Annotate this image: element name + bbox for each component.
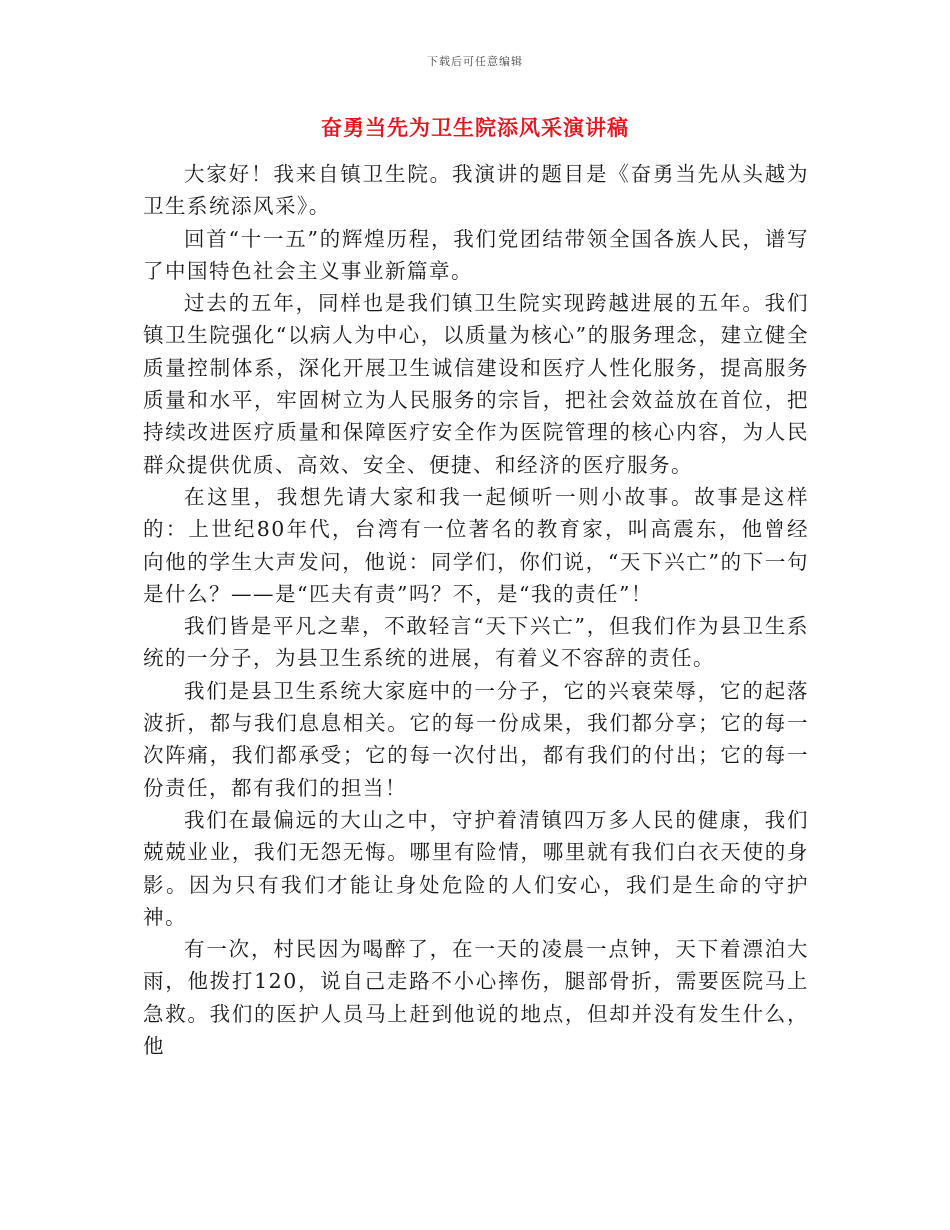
header-note: 下载后可任意编辑 — [427, 55, 523, 68]
paragraph-responsibility: 我们皆是平凡之辈，不敢轻言“天下兴亡”，但我们作为县卫生系统的一分子，为县卫生系统的进展，有着义不容辞的责任。 — [143, 614, 809, 671]
paragraph-greeting: 大家好！我来自镇卫生院。我演讲的题目是《奋勇当先从头越为卫生系统添风采》。 — [143, 162, 809, 219]
document-title: 奋勇当先为卫生院添风采演讲稿 — [321, 116, 629, 140]
document-body — [143, 158, 809, 1062]
paragraph-five-years: 过去的五年，同样也是我们镇卫生院实现跨越进展的五年。我们镇卫生院强化“以病人为中心，以质量为核心”的服务理念，建立健全质量控制体系，深化开展卫生诚信建设和医疗人性化服务，提高服务质量和水平，牢固树立为人民服务的宗旨，把社会效益放在首位，把持续改进医疗质量和保障医疗安全作为医院管理的核心内容，为人民群众提供优质、高效、安全、便捷、和经济的医疗服务。 — [143, 291, 809, 477]
paragraph-story: 在这里，我想先请大家和我一起倾听一则小故事。故事是这样的：上世纪80年代，台湾有一位著名的教育家，叫高震东，他曾经向他的学生大声发问，他说：同学们，你们说，“天下兴亡”的下一句是什么？——是“匹夫有责”吗？不，是“我的责任”！ — [143, 484, 809, 606]
paragraph-mountains: 我们在最偏远的大山之中，守护着清镇四万多人民的健康，我们兢兢业业，我们无怨无悔。哪里有险情，哪里就有我们白衣天使的身影。因为只有我们才能让身处危险的人们安心，我们是生命的守护神。 — [143, 807, 809, 929]
paragraph-family: 我们是县卫生系统大家庭中的一分子，它的兴衰荣辱，它的起落波折，都与我们息息相关。它的每一份成果，我们都分享；它的每一次阵痛，我们都承受；它的每一次付出，都有我们的付出；它的每一份责任，都有我们的担当！ — [143, 678, 809, 800]
paragraph-review: 回首“十一五”的辉煌历程，我们党团结带领全国各族人民，谱写了中国特色社会主义事业新篇章。 — [143, 226, 809, 283]
paragraph-incident: 有一次，村民因为喝醉了，在一天的凌晨一点钟，天下着漂泊大雨，他拨打120，说自己走路不小心摔伤，腿部骨折，需要医院马上急救。我们的医护人员马上赶到他说的地点，但却并没有发生什么，他 — [143, 937, 809, 1059]
